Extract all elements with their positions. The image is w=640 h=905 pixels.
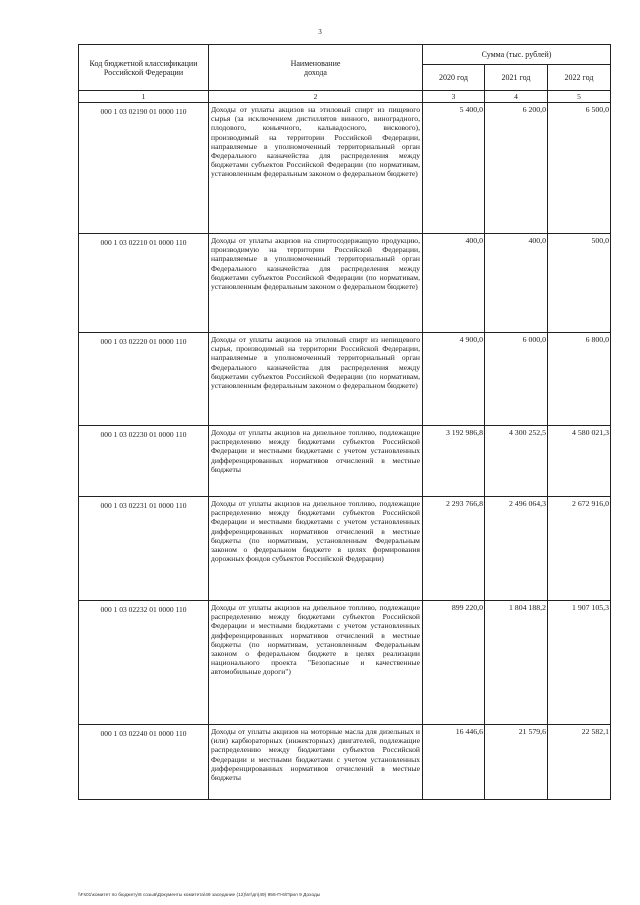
row-amount-2020: 5 400,0 [423,103,485,234]
row-code: 000 1 03 02220 01 0000 110 [79,333,209,426]
col-number-5: 5 [548,91,611,103]
row-code: 000 1 03 02190 01 0000 110 [79,103,209,234]
header-year-2020: 2020 год [423,65,485,91]
row-amount-2020: 4 900,0 [423,333,485,426]
row-amount-2021: 400,0 [485,234,548,333]
col-number-4: 4 [485,91,548,103]
revenue-table [78,44,611,800]
row-code: 000 1 03 02231 01 0000 110 [79,497,209,601]
row-amount-2021: 2 496 064,3 [485,497,548,601]
table-row [79,234,611,333]
row-name: Доходы от уплаты акцизов на этиловый спирт из непищевого сырья, производимый на территории Российской Федерации, направляемые в уполномоченный территориальный орган Федерального казначейства для распределения между бюджетами субъектов Российской Федерации (по нормативам, установленным федеральным законом о федеральном бюджете) [209,333,423,426]
row-code: 000 1 03 02210 01 0000 110 [79,234,209,333]
footer-file-path: \\Fs01\комитет по бюджету\6 созыв\Документы комитета\49 заседание (12)\вт\дп(49) 956-П-6\Прил 9 Доходы [78,893,321,898]
row-amount-2020: 400,0 [423,234,485,333]
row-code: 000 1 03 02230 01 0000 110 [79,426,209,497]
header-code: Код бюджетной классификации Российской Федерации [79,45,209,91]
table-row [79,103,611,234]
row-name: Доходы от уплаты акцизов на моторные масла для дизельных и (или) карбюраторных (инжекторных) двигателей, подлежащие распределению между бюджетами субъектов Российской Федерации и местными бюджетами с учетом установленных дифференцированных нормативов отчислений в местные бюджеты [209,725,423,800]
header-name: Наименование дохода [209,45,423,91]
table-row [79,333,611,426]
row-amount-2022: 22 582,1 [548,725,611,800]
header-year-2021: 2021 год [485,65,548,91]
row-amount-2021: 6 000,0 [485,333,548,426]
row-name: Доходы от уплаты акцизов на спиртосодержащую продукцию, производимую на территории Российской Федерации, направляемые в уполномоченный территориальный орган Федерального казначейства для распределения между бюджетами субъектов Российской Федерации (по нормативам, установленным федеральным законом о федеральном бюджете) [209,234,423,333]
row-amount-2020: 3 192 986,8 [423,426,485,497]
row-amount-2020: 899 220,0 [423,601,485,725]
row-amount-2020: 2 293 766,8 [423,497,485,601]
row-amount-2022: 6 800,0 [548,333,611,426]
header-year-2022: 2022 год [548,65,611,91]
table-row [79,601,611,725]
table-row [79,426,611,497]
row-name: Доходы от уплаты акцизов на дизельное топливо, подлежащие распределению между бюджетами субъектов Российской Федерации и местными бюджетами с учетом установленных дифференцированных нормативов отчислений в местные бюджеты (по нормативам, установленным Федеральным законом о федеральном бюджете в целях формирования дорожных фондов субъектов Российской Федерации) [209,497,423,601]
row-amount-2022: 6 500,0 [548,103,611,234]
table-row [79,725,611,800]
row-amount-2021: 1 804 188,2 [485,601,548,725]
row-amount-2021: 21 579,6 [485,725,548,800]
table-row [79,497,611,601]
page-number: 3 [318,28,322,36]
row-amount-2021: 4 300 252,5 [485,426,548,497]
row-name: Доходы от уплаты акцизов на дизельное топливо, подлежащие распределению между бюджетами субъектов Российской Федерации и местными бюджетами с учетом установленных дифференцированных нормативов отчислений в местные бюджеты [209,426,423,497]
header-sum: Сумма (тыс. рублей) [423,45,611,65]
row-amount-2021: 6 200,0 [485,103,548,234]
row-amount-2022: 4 580 021,3 [548,426,611,497]
row-name: Доходы от уплаты акцизов на этиловый спирт из пищевого сырья (за исключением дистиллятов винного, виноградного, плодового, коньячного, кальвадосного, вискового), производимый на территории Российской Федерации, направляемые в уполномоченный территориальный орган Федерального казначейства для распределения между бюджетами субъектов Российской Федерации (по нормативам, установленным федеральным законом о федеральном бюджете) [209,103,423,234]
col-number-1: 1 [79,91,209,103]
col-number-2: 2 [209,91,423,103]
col-number-3: 3 [423,91,485,103]
row-amount-2022: 500,0 [548,234,611,333]
row-code: 000 1 03 02232 01 0000 110 [79,601,209,725]
row-code: 000 1 03 02240 01 0000 110 [79,725,209,800]
row-amount-2020: 16 446,6 [423,725,485,800]
row-amount-2022: 1 907 105,3 [548,601,611,725]
row-amount-2022: 2 672 916,0 [548,497,611,601]
row-name: Доходы от уплаты акцизов на дизельное топливо, подлежащие распределению между бюджетами субъектов Российской Федерации и местными бюджетами с учетом установленных дифференцированных нормативов отчислений в местные бюджеты (по нормативам, установленным Федеральным законом о федеральном бюджете в целях реализации национального проекта "Безопасные и качественные автомобильные дороги") [209,601,423,725]
